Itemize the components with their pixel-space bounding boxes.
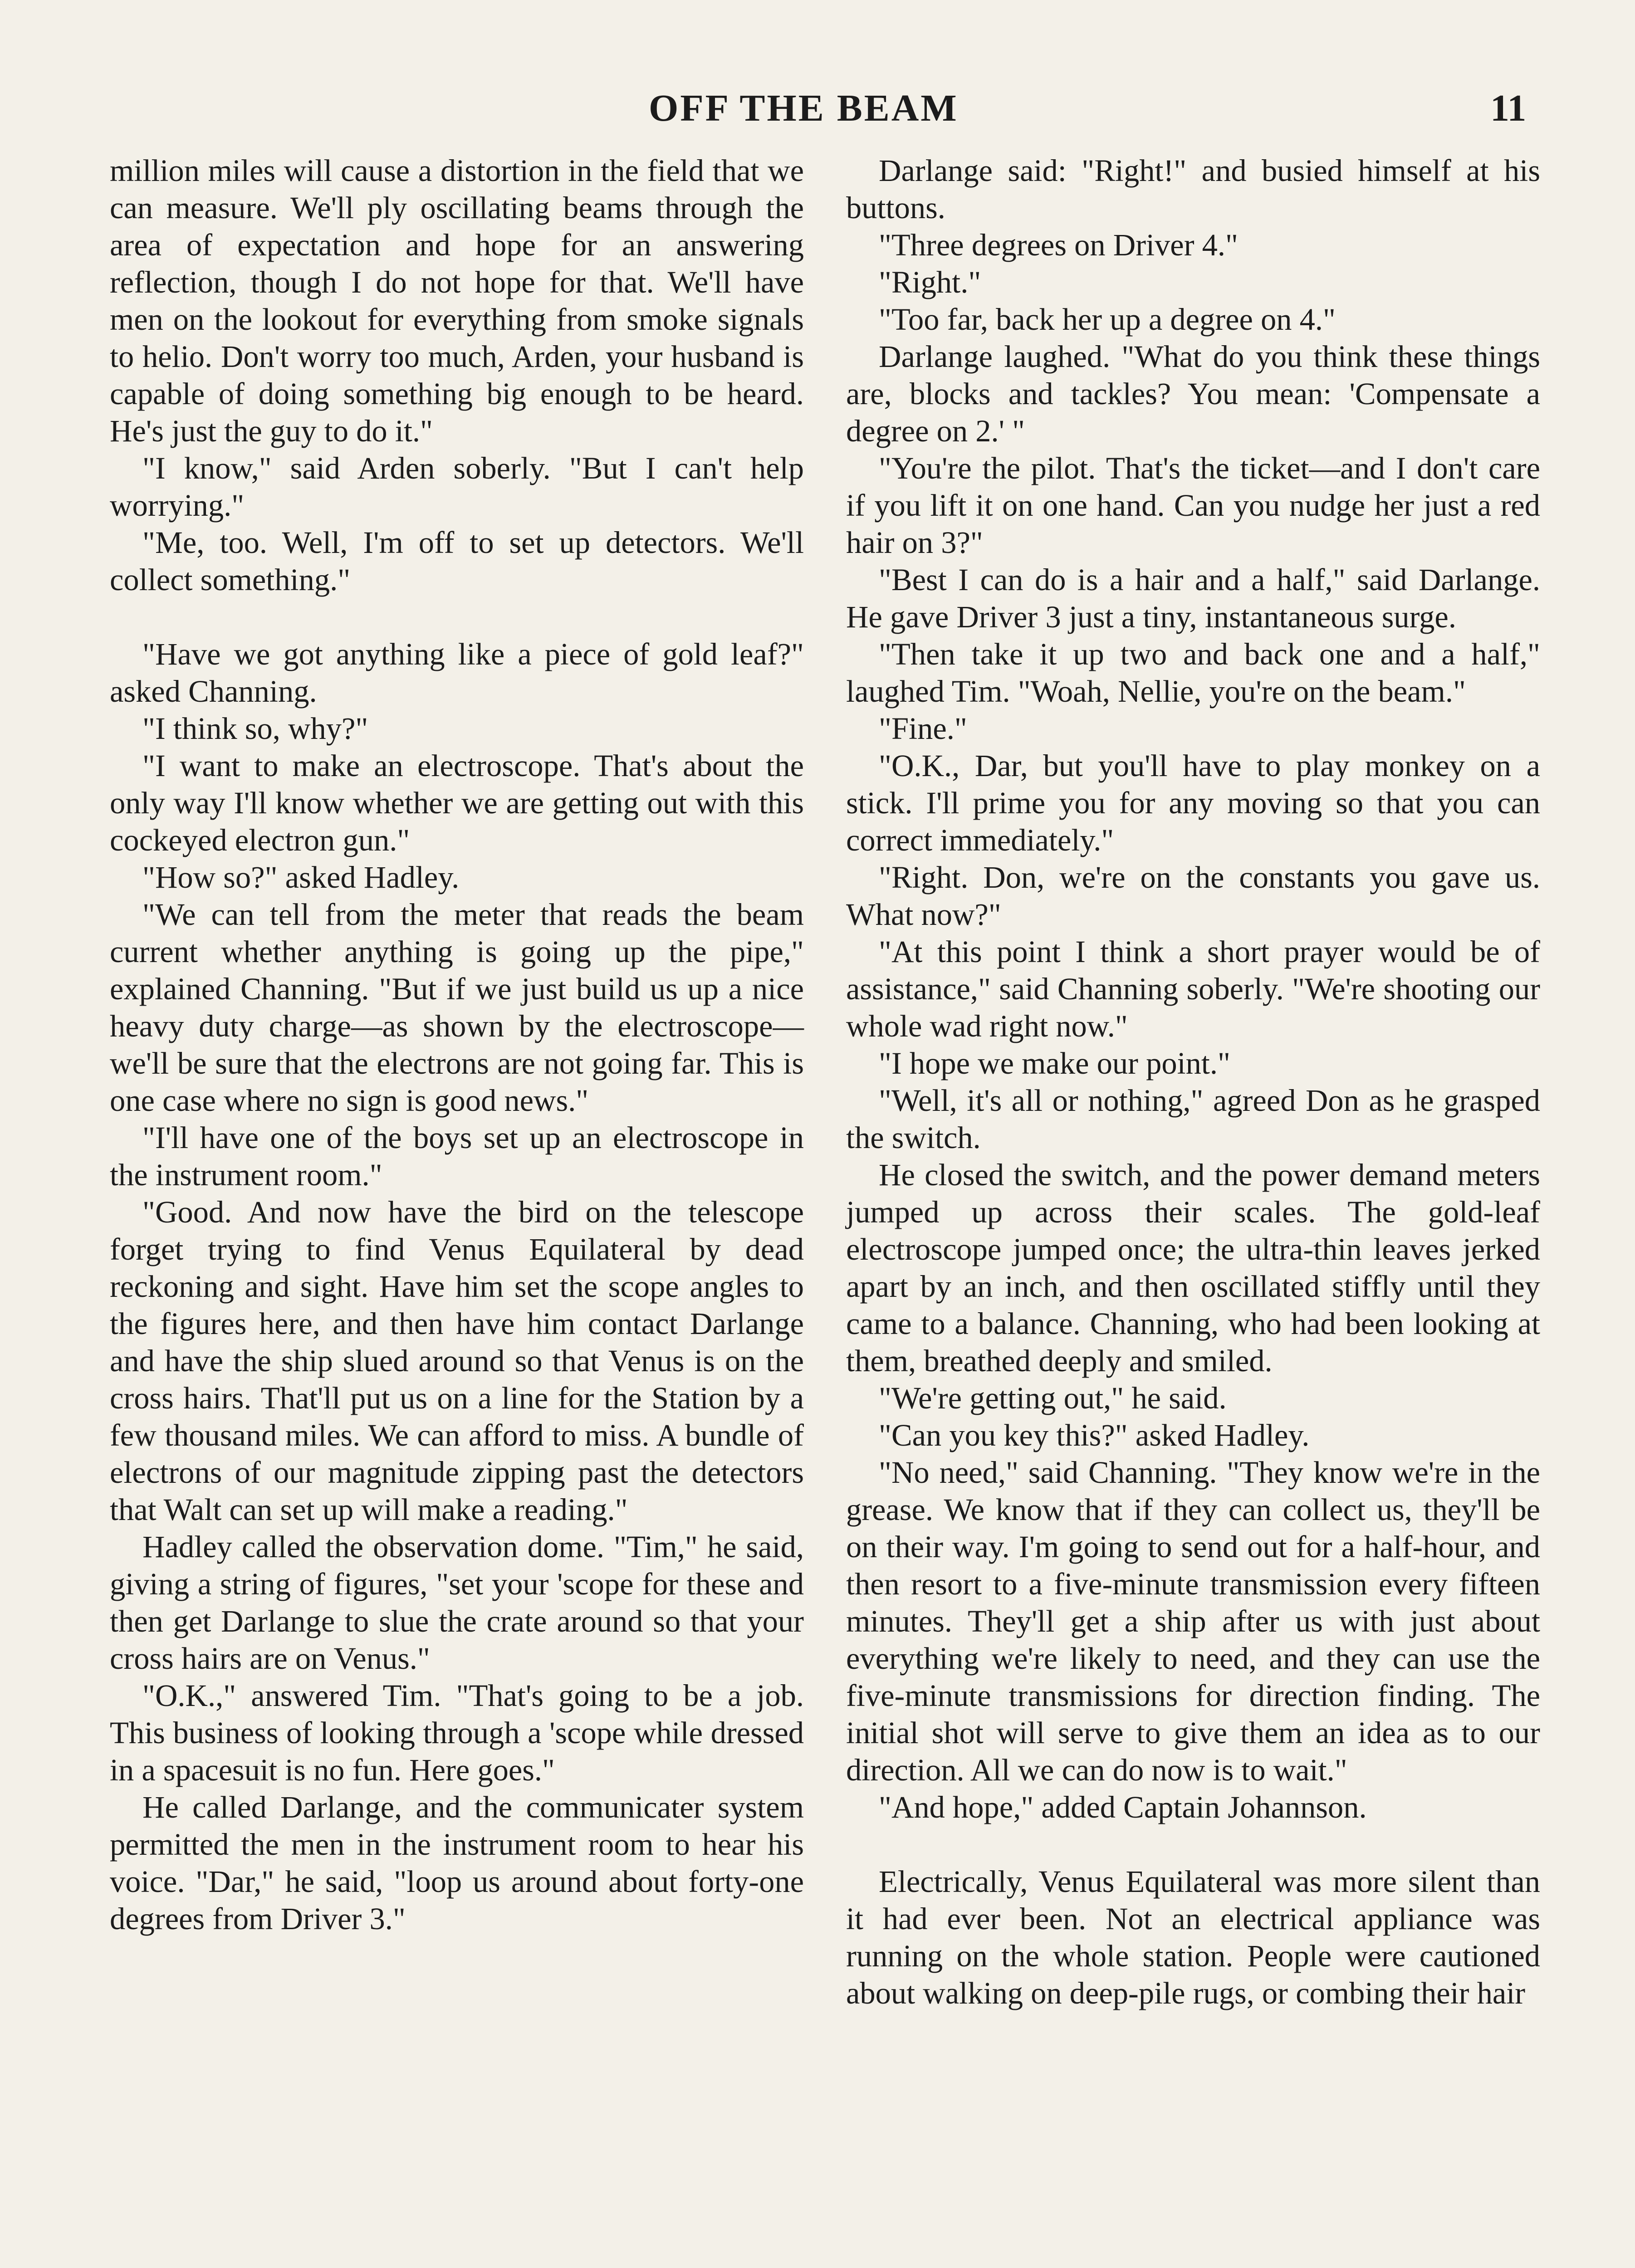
paragraph: "I know," said Arden soberly. "But I can't help worrying."	[110, 451, 804, 523]
paragraph: "Right."	[879, 265, 981, 299]
paragraph: "I'll have one of the boys set up an electroscope in the instrument room."	[110, 1120, 804, 1192]
right-text-column	[846, 152, 1540, 2012]
paragraph: "Good. And now have the bird on the telescope forget trying to find Venus Equilateral by dead reckoning and sight. Have him set the scope angles to the figures here, and then have him contact Darlange and have the ship slued around so that Venus is on the cross hairs. That'll put us on a line for the Station by a few thousand miles. We can afford to miss. A bundle of electrons of our magnitude zipping past the detectors that Walt can set up will make a reading."	[110, 1195, 804, 1527]
paragraph: He called Darlange, and the communicater system permitted the men in the instrument room to hear his voice. "Dar," he said, "loop us around about forty-one degrees from Driver 3."	[110, 1790, 804, 1936]
paragraph: "Can you key this?" asked Hadley.	[879, 1418, 1310, 1452]
paragraph: "Fine."	[879, 711, 967, 746]
paragraph: "We're getting out," he said.	[879, 1381, 1227, 1415]
paragraph: Hadley called the observation dome. "Tim," he said, giving a string of figures, "set your 'scope for these and then get Darlange to slue the crate around so that your cross hairs are on Venus."	[110, 1530, 804, 1676]
paragraph: "Then take it up two and back one and a half," laughed Tim. "Woah, Nellie, you're on the beam."	[846, 637, 1540, 709]
paragraph: "I think so, why?"	[142, 711, 368, 746]
paragraph: "Well, it's all or nothing," agreed Don as he grasped the switch.	[846, 1083, 1540, 1155]
paragraph: Darlange said: "Right!" and busied himself at his buttons.	[846, 153, 1540, 225]
paragraph: "I hope we make our point."	[879, 1046, 1230, 1080]
paragraph: "Three degrees on Driver 4."	[879, 228, 1238, 262]
paragraph: Electrically, Venus Equilateral was more silent than it had ever been. Not an electrical appliance was running on the whole station. People were cautioned about walking on deep-pile rugs, or combing their hair	[846, 1864, 1540, 2010]
paragraph: "No need," said Channing. "They know we're in the grease. We know that if they can collect us, they'll be on their way. I'm going to send out for a half-hour, and then resort to a five-minute transmission every fifteen minutes. They'll get a ship after us with just about everything we're likely to need, and they can use the five-minute transmissions for direction finding. The initial shot will serve to give them an idea as to our direction. All we can do now is to wait."	[846, 1455, 1540, 1787]
left-text-column	[110, 152, 804, 1937]
paragraph: "And hope," added Captain Johannson.	[879, 1790, 1367, 1824]
paragraph: He closed the switch, and the power demand meters jumped up across their scales. The gold-leaf electroscope jumped once; the ultra-thin leaves jerked apart by an inch, and then oscillated stiffly until they came to a balance. Channing, who had been looking at them, breathed deeply and smiled.	[846, 1158, 1540, 1378]
paragraph: "You're the pilot. That's the ticket—and I don't care if you lift it on one hand. Can you nudge her just a red hair on 3?"	[846, 451, 1540, 560]
paragraph: "At this point I think a short prayer would be of assistance," said Channing soberly. "We're shooting our whole wad right now."	[846, 934, 1540, 1043]
paragraph: "Right. Don, we're on the constants you gave us. What now?"	[846, 860, 1540, 932]
paragraph: million miles will cause a distortion in the field that we can measure. We'll ply oscillating beams through the area of expectation and hope for an answering reflection, though I do not hope for that. We'll have men on the lookout for everything from smoke signals to helio. Don't worry too much, Arden, your husband is capable of doing something big enough to be heard. He's just the guy to do it."	[110, 153, 804, 448]
paragraph: "Me, too. Well, I'm off to set up detectors. We'll collect something."	[110, 525, 804, 597]
paragraph: "Have we got anything like a piece of gold leaf?" asked Channing.	[110, 637, 804, 709]
paragraph: "Best I can do is a hair and a half," said Darlange. He gave Driver 3 just a tiny, instantaneous surge.	[846, 562, 1540, 634]
paragraph: "I want to make an electroscope. That's about the only way I'll know whether we are getting out with this cockeyed electron gun."	[110, 748, 804, 857]
paragraph: "Too far, back her up a degree on 4."	[879, 302, 1336, 337]
paragraph: "How so?" asked Hadley.	[142, 860, 460, 894]
paragraph: "O.K.," answered Tim. "That's going to be a job. This business of looking through a 'scope while dressed in a spacesuit is no fun. Here goes."	[110, 1678, 804, 1787]
running-title: OFF THE BEAM	[649, 87, 959, 129]
paragraph: "We can tell from the meter that reads the beam current whether anything is going up the pipe," explained Channing. "But if we just build us up a nice heavy duty charge—as shown by the electroscope—we'll be sure that the electrons are not going far. This is one case where no sign is good news."	[110, 897, 804, 1118]
page-number: 11	[1490, 87, 1527, 129]
paragraph: "O.K., Dar, but you'll have to play monkey on a stick. I'll prime you for any moving so that you can correct immediately."	[846, 748, 1540, 857]
paragraph: Darlange laughed. "What do you think these things are, blocks and tackles? You mean: 'Compensate a degree on 2.' "	[846, 339, 1540, 448]
page-header	[0, 86, 1635, 136]
